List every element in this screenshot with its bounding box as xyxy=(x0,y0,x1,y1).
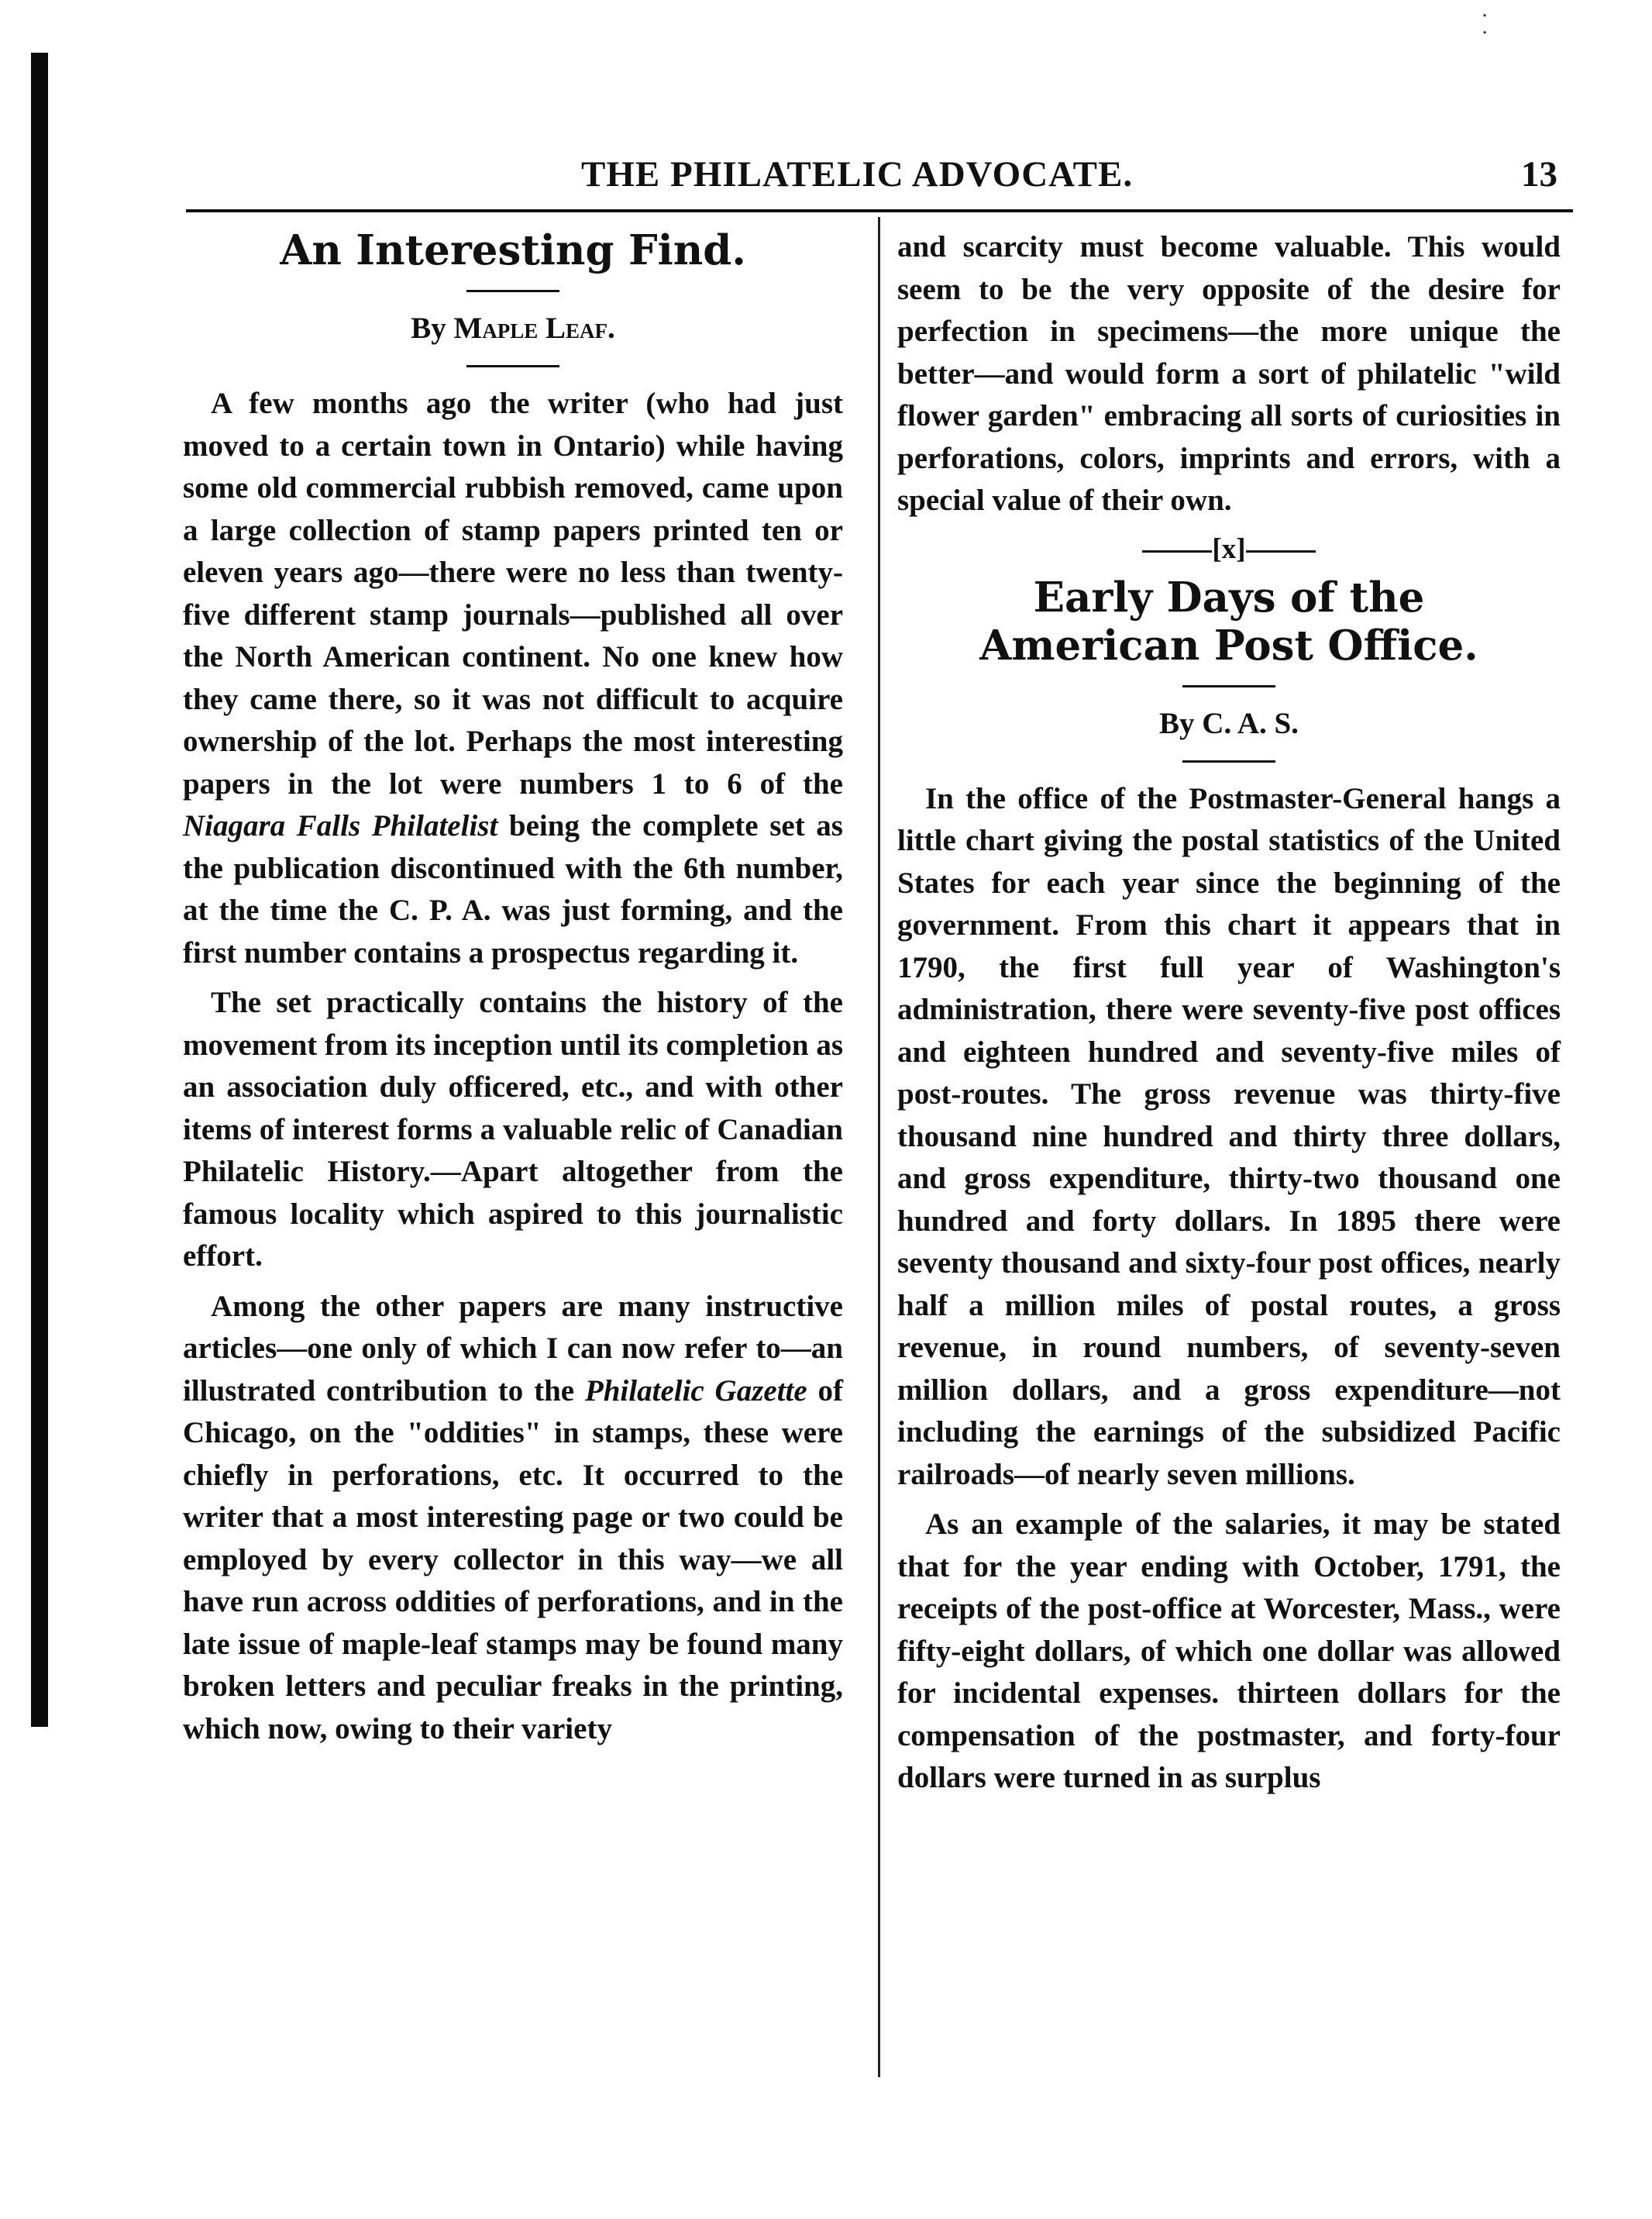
paragraph-text: being the complete set as the publication discontinued with the 6th number, at the time the C. P. A. was just forming, and the first number contains a prospectus regarding it. xyxy=(183,809,843,970)
header-rule xyxy=(186,209,1573,212)
binding-edge-bar xyxy=(31,53,48,1727)
title-line: American Post Office. xyxy=(979,621,1478,670)
article-byline: By C. A. S. xyxy=(1159,706,1299,740)
separator-dash xyxy=(1246,550,1316,553)
separator-mark: [x] xyxy=(1212,532,1246,565)
title-rule xyxy=(1182,685,1275,687)
column-divider xyxy=(878,217,880,2077)
right-column xyxy=(897,226,1561,1807)
paragraph-text: Among the other papers are many instructive articles—one only of which I can now refer to—an illustrated contribution to the xyxy=(183,1289,843,1408)
article-title xyxy=(897,574,1561,670)
page-number: 13 xyxy=(1521,154,1557,195)
title-line: Early Days of the xyxy=(1033,573,1425,622)
title-rule xyxy=(466,290,559,292)
byline-rule xyxy=(466,365,559,367)
paragraph-text: of Chicago, on the "oddities" in stamps, these were chiefly in perforations, etc. It occurred to the writer that a most interesting page or two could be employed by every collector in this way—we all have run across oddities of perforations, and in the late issue of maple-leaf stamps may be found many broken letters and peculiar freaks in the printing, which now, owing to their variety xyxy=(183,1373,843,1745)
separator-dash xyxy=(1142,550,1212,553)
journal-title-italic: Philatelic Gazette xyxy=(584,1373,807,1408)
left-column xyxy=(183,226,843,1758)
running-header xyxy=(186,149,1581,203)
article-byline xyxy=(183,308,843,350)
byline-prefix: By xyxy=(411,312,454,345)
continued-paragraph: and scarcity must become valuable. This would seem to be the very opposite of the desire for perfection in specimens—the more unique the better—and would form a sort of philatelic "wild flower garden" embracing all sorts of curiosities in perforations, colors, imprints and errors, with a special value of their own. xyxy=(897,230,1561,517)
article-paragraph: The set practically contains the history of the movement from its inception until its completion as an association duly officered, etc., and with other items of interest forms a valuable relic of Canadian Philatelic History.—Apart altogether from the famous locality which aspired to this journalistic effort. xyxy=(183,986,843,1273)
journal-title-italic: Niagara Falls Philatelist xyxy=(183,809,498,842)
page-speck: · · xyxy=(1482,5,1489,45)
byline-author: Maple Leaf. xyxy=(453,312,615,345)
article-paragraph xyxy=(183,1286,843,1751)
article-paragraph xyxy=(183,383,843,974)
section-separator xyxy=(897,530,1561,569)
byline-rule xyxy=(1182,760,1275,763)
article-title: An Interesting Find. xyxy=(280,226,746,274)
article-paragraph: As an example of the salaries, it may be stated that for the year ending with October, 1791, the receipts of the post-office at Worcester, Mass., were fifty-eight dollars, of which one dollar was allowed for incidental expenses. thirteen dollars for the compensation of the postmaster, and forty-four dollars were turned in as surplus xyxy=(897,1507,1561,1794)
article-paragraph: In the office of the Postmaster-General hangs a little chart giving the postal statistics of the United States for each year since the beginning of the government. From this chart it appears that in 1790, the first full year of Washington's administration, there were seventy-five post offices and eighteen hundred and seventy-five miles of post-routes. The gross revenue was thirty-five thousand nine hundred and thirty three dollars, and gross expenditure, thirty-two thousand one hundred and forty dollars. In 1895 there were seventy thousand and sixty-four post offices, nearly half a million miles of postal routes, a gross revenue, in round numbers, of seventy-seven million dollars, and a gross expenditure—not including the earnings of the subsidized Pacific railroads—of nearly seven millions. xyxy=(897,781,1561,1491)
publication-title: THE PHILATELIC ADVOCATE. xyxy=(581,154,1134,195)
paragraph-text: A few months ago the writer (who had just moved to a certain town in Ontario) while having some old commercial rubbish removed, came upon a large collection of stamp papers printed ten or eleven years ago—there were no less than twenty-five different stamp journals—published all over the North American continent. No one knew how they came there, so it was not difficult to acquire ownership of the lot. Perhaps the most interesting papers in the lot were numbers 1 to 6 of the xyxy=(183,387,843,801)
